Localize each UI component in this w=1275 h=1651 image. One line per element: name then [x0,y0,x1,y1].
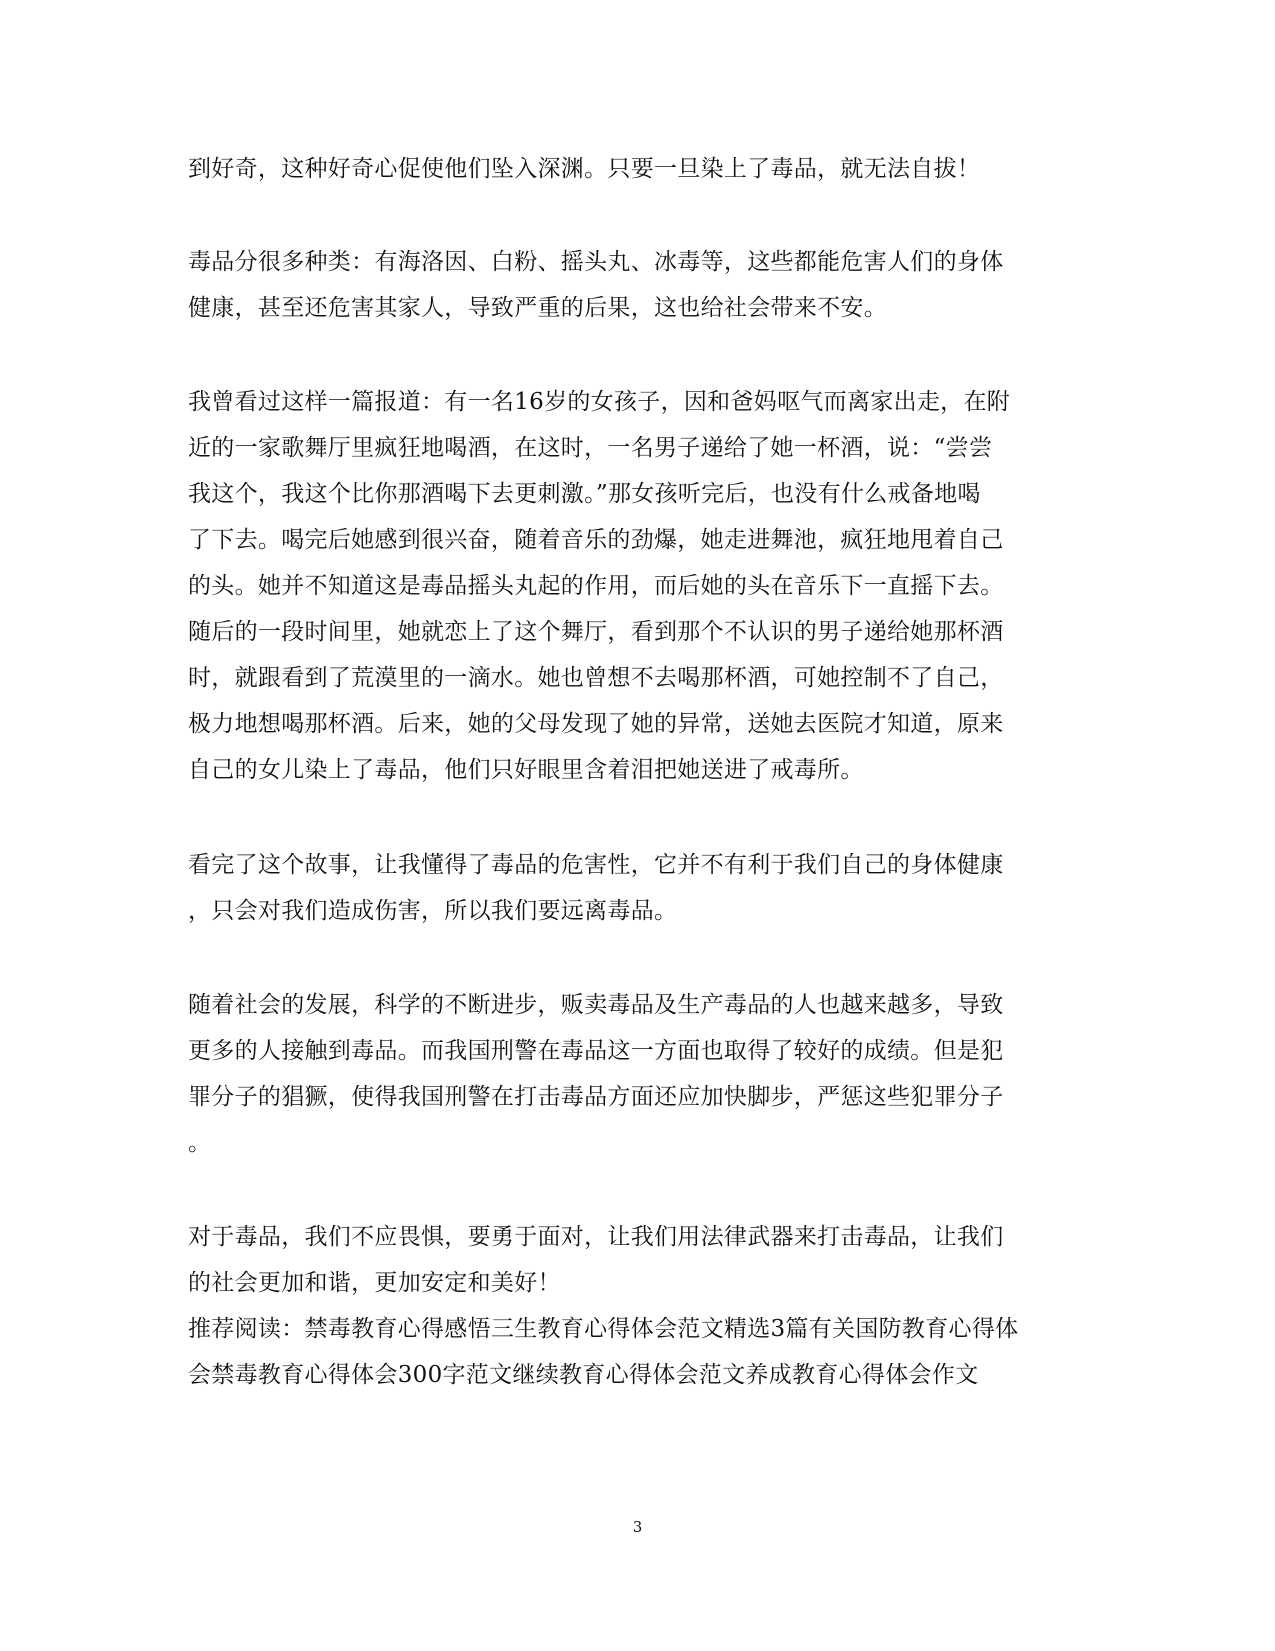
paragraph-3-line-8: 极力地想喝那杯酒。后来，她的父母发现了她的异常，送她去医院才知道，原来 [188,711,1004,737]
paragraph-3-line-7: 时，就跟看到了荒漠里的一滴水。她也曾想不去喝那杯酒，可她控制不了自己， [188,665,1004,691]
recommended-reading-line-2: 会禁毒教育心得体会300字范文继续教育心得体会范文养成教育心得体会作文 [188,1362,979,1388]
page-number: 3 [632,1518,643,1536]
paragraph-4-line-1: 看完了这个故事，让我懂得了毒品的危害性，它并不有利于我们自己的身体健康 [188,852,1004,878]
paragraph-3-line-4: 了下去。喝完后她感到很兴奋，随着音乐的劲爆，她走进舞池，疯狂地甩着自己 [188,527,1004,553]
recommended-reading-line-1: 推荐阅读：禁毒教育心得感悟三生教育心得体会范文精选3篇有关国防教育心得体 [188,1316,1019,1342]
paragraph-2-line-2: 健康，甚至还危害其家人，导致严重的后果，这也给社会带来不安。 [188,295,887,321]
paragraph-3-line-3: 我这个，我这个比你那酒喝下去更刺激。”那女孩听完后，也没有什么戒备地喝 [188,481,981,507]
paragraph-2-line-1: 毒品分很多种类：有海洛因、白粉、摇头丸、冰毒等，这些都能危害人们的身体 [188,249,1004,275]
paragraph-1-line-1: 到好奇，这种好奇心促使他们坠入深渊。只要一旦染上了毒品，就无法自拔！ [188,156,981,182]
paragraph-3-line-1: 我曾看过这样一篇报道：有一名16岁的女孩子，因和爸妈呕气而离家出走，在附 [188,389,1011,415]
paragraph-5-line-4: 。 [188,1130,212,1156]
paragraph-3-line-5: 的头。她并不知道这是毒品摇头丸起的作用，而后她的头在音乐下一直摇下去。 [188,573,1004,599]
paragraph-6-line-1: 对于毒品，我们不应畏惧，要勇于面对，让我们用法律武器来打击毒品，让我们 [188,1224,1004,1250]
paragraph-4-line-2: ，只会对我们造成伤害，所以我们要远离毒品。 [188,898,678,924]
paragraph-3-line-9: 自己的女儿染上了毒品，他们只好眼里含着泪把她送进了戒毒所。 [188,757,864,783]
paragraph-5-line-1: 随着社会的发展，科学的不断进步，贩卖毒品及生产毒品的人也越来越多，导致 [188,992,1004,1018]
paragraph-5-line-2: 更多的人接触到毒品。而我国刑警在毒品这一方面也取得了较好的成绩。但是犯 [188,1038,1004,1064]
paragraph-5-line-3: 罪分子的猖獗，使得我国刑警在打击毒品方面还应加快脚步，严惩这些犯罪分子 [188,1084,1004,1110]
paragraph-3-line-2: 近的一家歌舞厅里疯狂地喝酒，在这时，一名男子递给了她一杯酒，说：“尝尝 [188,435,993,461]
paragraph-6-line-2: 的社会更加和谐，更加安定和美好！ [188,1270,561,1296]
paragraph-3-line-6: 随后的一段时间里，她就恋上了这个舞厅，看到那个不认识的男子递给她那杯酒 [188,619,1004,645]
